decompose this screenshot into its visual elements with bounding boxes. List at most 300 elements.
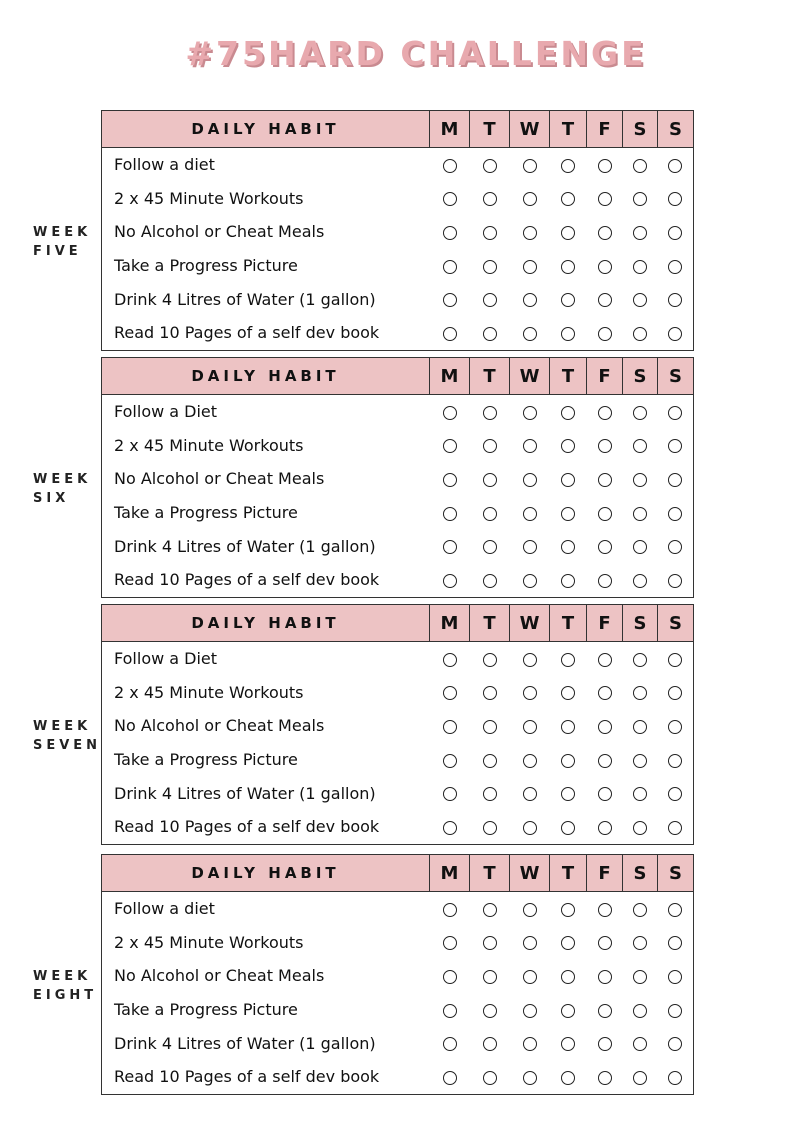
habit-checkbox[interactable] <box>598 720 612 734</box>
habit-checkbox[interactable] <box>483 574 497 588</box>
habit-checkbox[interactable] <box>483 821 497 835</box>
habit-checkbox[interactable] <box>561 507 575 521</box>
habit-checkbox[interactable] <box>483 903 497 917</box>
habit-checkbox[interactable] <box>523 936 537 950</box>
habit-checkbox[interactable] <box>668 1037 682 1051</box>
day-check-cell <box>658 926 694 960</box>
habit-checkbox[interactable] <box>633 260 647 274</box>
day-check-cell <box>510 429 550 463</box>
habit-checkbox[interactable] <box>598 293 612 307</box>
day-check-cell <box>623 676 658 710</box>
habit-checkbox[interactable] <box>523 226 537 240</box>
day-check-cell <box>510 743 550 777</box>
day-check-cell <box>587 776 623 810</box>
day-check-cell <box>587 462 623 496</box>
habit-checkbox[interactable] <box>443 327 457 341</box>
day-check-cell <box>470 926 510 960</box>
habit-checkbox[interactable] <box>523 327 537 341</box>
day-check-cell <box>430 215 470 249</box>
habit-checkbox[interactable] <box>633 1071 647 1085</box>
day-check-cell <box>550 529 587 563</box>
habit-checkbox[interactable] <box>483 936 497 950</box>
habit-checkbox[interactable] <box>561 574 575 588</box>
day-check-cell <box>470 959 510 993</box>
habit-checkbox[interactable] <box>443 903 457 917</box>
habit-checkbox[interactable] <box>668 473 682 487</box>
day-header: F <box>587 855 623 892</box>
day-check-cell <box>587 959 623 993</box>
habit-checkbox[interactable] <box>633 936 647 950</box>
habit-checkbox[interactable] <box>483 159 497 173</box>
habit-row <box>102 810 694 844</box>
habit-checkbox[interactable] <box>598 653 612 667</box>
habit-checkbox[interactable] <box>561 936 575 950</box>
habit-checkbox[interactable] <box>561 1037 575 1051</box>
day-check-cell <box>658 993 694 1027</box>
habit-checkbox[interactable] <box>523 653 537 667</box>
habit-checkbox[interactable] <box>633 1037 647 1051</box>
habit-checkbox[interactable] <box>561 720 575 734</box>
habit-name: Drink 4 Litres of Water (1 gallon) <box>114 536 376 556</box>
day-check-cell <box>510 316 550 350</box>
habit-checkbox[interactable] <box>598 439 612 453</box>
day-check-cell <box>623 810 658 844</box>
day-check-cell <box>510 642 550 676</box>
habit-checkbox[interactable] <box>443 970 457 984</box>
habit-checkbox[interactable] <box>598 260 612 274</box>
habit-checkbox[interactable] <box>483 754 497 768</box>
habit-checkbox[interactable] <box>443 1071 457 1085</box>
day-check-cell <box>587 642 623 676</box>
habit-checkbox[interactable] <box>633 293 647 307</box>
habit-row <box>102 316 694 350</box>
habit-checkbox[interactable] <box>633 540 647 554</box>
day-check-cell <box>470 709 510 743</box>
day-check-cell <box>550 709 587 743</box>
habit-checkbox[interactable] <box>483 507 497 521</box>
day-check-cell <box>470 743 510 777</box>
day-check-cell <box>587 563 623 597</box>
habit-checkbox[interactable] <box>633 1004 647 1018</box>
day-check-cell <box>587 529 623 563</box>
day-header: S <box>658 605 694 642</box>
habit-name: Take a Progress Picture <box>114 750 298 770</box>
day-check-cell <box>623 1060 658 1094</box>
habit-checkbox[interactable] <box>443 540 457 554</box>
day-check-cell <box>623 529 658 563</box>
day-check-cell <box>510 926 550 960</box>
habit-row <box>102 1060 694 1094</box>
habit-checkbox[interactable] <box>523 574 537 588</box>
habit-row <box>102 496 694 530</box>
habit-checkbox[interactable] <box>443 507 457 521</box>
day-check-cell <box>510 496 550 530</box>
habit-checkbox[interactable] <box>598 936 612 950</box>
day-check-cell <box>550 743 587 777</box>
habit-checkbox[interactable] <box>523 787 537 801</box>
day-check-cell <box>550 676 587 710</box>
day-check-cell <box>510 462 550 496</box>
day-check-cell <box>550 282 587 316</box>
habit-checkbox[interactable] <box>523 821 537 835</box>
habit-checkbox[interactable] <box>483 473 497 487</box>
day-check-cell <box>658 282 694 316</box>
habit-checkbox[interactable] <box>668 686 682 700</box>
habit-checkbox[interactable] <box>523 903 537 917</box>
habit-checkbox[interactable] <box>633 787 647 801</box>
habit-checkbox[interactable] <box>561 226 575 240</box>
day-header: F <box>587 358 623 395</box>
habit-checkbox[interactable] <box>561 1071 575 1085</box>
day-check-cell <box>430 496 470 530</box>
day-check-cell <box>510 1060 550 1094</box>
habit-checkbox[interactable] <box>561 159 575 173</box>
habit-checkbox[interactable] <box>523 293 537 307</box>
habit-checkbox[interactable] <box>668 192 682 206</box>
day-check-cell <box>470 182 510 216</box>
week-label <box>33 470 103 508</box>
day-check-cell <box>587 496 623 530</box>
habit-checkbox[interactable] <box>523 540 537 554</box>
habit-checkbox[interactable] <box>668 327 682 341</box>
daily-habit-header: DAILY HABIT <box>102 855 430 892</box>
day-check-cell <box>658 1060 694 1094</box>
day-check-cell <box>470 282 510 316</box>
habit-checkbox[interactable] <box>561 754 575 768</box>
habit-row <box>102 1026 694 1060</box>
day-check-cell <box>430 709 470 743</box>
habit-checkbox[interactable] <box>598 686 612 700</box>
page-title: #75HARD CHALLENGE <box>185 34 647 73</box>
habit-checkbox[interactable] <box>598 540 612 554</box>
habit-checkbox[interactable] <box>443 439 457 453</box>
habit-checkbox[interactable] <box>668 970 682 984</box>
habit-name: Drink 4 Litres of Water (1 gallon) <box>114 1033 376 1053</box>
habit-checkbox[interactable] <box>561 260 575 274</box>
day-check-cell <box>510 395 550 429</box>
day-header: T <box>550 605 587 642</box>
day-check-cell <box>587 282 623 316</box>
day-check-cell <box>470 1060 510 1094</box>
day-check-cell <box>470 462 510 496</box>
habit-checkbox[interactable] <box>633 754 647 768</box>
habit-checkbox[interactable] <box>443 226 457 240</box>
habit-checkbox[interactable] <box>598 903 612 917</box>
daily-habit-header: DAILY HABIT <box>102 605 430 642</box>
habit-checkbox[interactable] <box>443 260 457 274</box>
habit-checkbox[interactable] <box>443 192 457 206</box>
day-check-cell <box>430 926 470 960</box>
habit-checkbox[interactable] <box>668 159 682 173</box>
day-check-cell <box>658 709 694 743</box>
habit-checkbox[interactable] <box>443 1037 457 1051</box>
habit-checkbox[interactable] <box>598 473 612 487</box>
day-check-cell <box>550 182 587 216</box>
day-check-cell <box>587 249 623 283</box>
day-check-cell <box>510 148 550 182</box>
habit-checkbox[interactable] <box>443 720 457 734</box>
day-check-cell <box>470 148 510 182</box>
day-check-cell <box>510 563 550 597</box>
habit-checkbox[interactable] <box>668 903 682 917</box>
habit-checkbox[interactable] <box>668 507 682 521</box>
habit-checkbox[interactable] <box>668 754 682 768</box>
habit-checkbox[interactable] <box>523 260 537 274</box>
day-check-cell <box>550 249 587 283</box>
day-header: S <box>623 855 658 892</box>
habit-checkbox[interactable] <box>633 159 647 173</box>
habit-checkbox[interactable] <box>483 439 497 453</box>
habit-checkbox[interactable] <box>668 226 682 240</box>
habit-checkbox[interactable] <box>523 1071 537 1085</box>
habit-row <box>102 743 694 777</box>
habit-checkbox[interactable] <box>523 439 537 453</box>
day-check-cell <box>658 959 694 993</box>
day-check-cell <box>470 776 510 810</box>
day-check-cell <box>430 395 470 429</box>
habit-checkbox[interactable] <box>598 406 612 420</box>
habit-checkbox[interactable] <box>443 574 457 588</box>
habit-row <box>102 282 694 316</box>
habit-checkbox[interactable] <box>561 540 575 554</box>
habit-checkbox[interactable] <box>443 653 457 667</box>
day-check-cell <box>623 993 658 1027</box>
week-label-line1: WEEK <box>33 719 92 734</box>
day-header: M <box>430 111 470 148</box>
habit-checkbox[interactable] <box>561 787 575 801</box>
day-check-cell <box>587 892 623 926</box>
habit-name: Drink 4 Litres of Water (1 gallon) <box>114 289 376 309</box>
habit-checkbox[interactable] <box>598 1071 612 1085</box>
habit-checkbox[interactable] <box>523 720 537 734</box>
day-check-cell <box>430 529 470 563</box>
day-check-cell <box>430 316 470 350</box>
habit-checkbox[interactable] <box>633 720 647 734</box>
habit-checkbox[interactable] <box>523 686 537 700</box>
day-check-cell <box>430 148 470 182</box>
day-check-cell <box>510 1026 550 1060</box>
day-header: M <box>430 358 470 395</box>
day-check-cell <box>510 282 550 316</box>
habit-checkbox[interactable] <box>561 686 575 700</box>
habit-checkbox[interactable] <box>633 903 647 917</box>
day-header: M <box>430 855 470 892</box>
day-check-cell <box>550 776 587 810</box>
habit-checkbox[interactable] <box>668 787 682 801</box>
habit-checkbox[interactable] <box>561 1004 575 1018</box>
day-header: S <box>658 358 694 395</box>
habit-checkbox[interactable] <box>561 327 575 341</box>
habit-checkbox[interactable] <box>598 574 612 588</box>
habit-checkbox[interactable] <box>483 1037 497 1051</box>
habit-row <box>102 182 694 216</box>
day-check-cell <box>587 709 623 743</box>
habit-checkbox[interactable] <box>523 159 537 173</box>
habit-name: 2 x 45 Minute Workouts <box>114 435 304 455</box>
day-check-cell <box>658 316 694 350</box>
habit-checkbox[interactable] <box>443 821 457 835</box>
habit-checkbox[interactable] <box>523 754 537 768</box>
day-check-cell <box>430 429 470 463</box>
habit-row <box>102 462 694 496</box>
day-check-cell <box>587 993 623 1027</box>
habit-row <box>102 249 694 283</box>
habit-checkbox[interactable] <box>668 406 682 420</box>
habit-checkbox[interactable] <box>668 1004 682 1018</box>
habit-checkbox[interactable] <box>443 754 457 768</box>
habit-checkbox[interactable] <box>598 970 612 984</box>
habit-checkbox[interactable] <box>668 293 682 307</box>
day-check-cell <box>623 496 658 530</box>
habit-checkbox[interactable] <box>633 574 647 588</box>
habit-checkbox[interactable] <box>668 540 682 554</box>
day-check-cell <box>658 676 694 710</box>
habit-row <box>102 642 694 676</box>
habit-checkbox[interactable] <box>483 540 497 554</box>
habit-checkbox[interactable] <box>561 293 575 307</box>
habit-checkbox[interactable] <box>483 1071 497 1085</box>
day-check-cell <box>623 642 658 676</box>
habit-checkbox[interactable] <box>633 970 647 984</box>
habit-checkbox[interactable] <box>523 473 537 487</box>
day-check-cell <box>658 148 694 182</box>
habit-checkbox[interactable] <box>561 821 575 835</box>
habit-checkbox[interactable] <box>483 260 497 274</box>
habit-checkbox[interactable] <box>633 821 647 835</box>
habit-checkbox[interactable] <box>668 653 682 667</box>
day-check-cell <box>623 429 658 463</box>
habit-checkbox[interactable] <box>598 226 612 240</box>
day-header: T <box>470 605 510 642</box>
habit-checkbox[interactable] <box>598 1037 612 1051</box>
habit-checkbox[interactable] <box>668 439 682 453</box>
habit-checkbox[interactable] <box>443 293 457 307</box>
habit-checkbox[interactable] <box>483 293 497 307</box>
habit-checkbox[interactable] <box>523 192 537 206</box>
habit-checkbox[interactable] <box>443 686 457 700</box>
habit-checkbox[interactable] <box>523 1037 537 1051</box>
day-check-cell <box>510 810 550 844</box>
habit-checkbox[interactable] <box>598 327 612 341</box>
habit-checkbox[interactable] <box>483 653 497 667</box>
day-check-cell <box>658 892 694 926</box>
habit-checkbox[interactable] <box>633 226 647 240</box>
habit-checkbox[interactable] <box>483 720 497 734</box>
day-check-cell <box>430 249 470 283</box>
day-check-cell <box>550 1060 587 1094</box>
habit-checkbox[interactable] <box>443 1004 457 1018</box>
habit-checkbox[interactable] <box>633 653 647 667</box>
day-check-cell <box>510 529 550 563</box>
habit-checkbox[interactable] <box>561 406 575 420</box>
habit-checkbox[interactable] <box>668 1071 682 1085</box>
habit-checkbox[interactable] <box>561 970 575 984</box>
habit-row <box>102 529 694 563</box>
habit-checkbox[interactable] <box>598 507 612 521</box>
habit-checkbox[interactable] <box>668 936 682 950</box>
habit-checkbox[interactable] <box>483 686 497 700</box>
habit-name: Follow a Diet <box>114 649 218 669</box>
habit-name: No Alcohol or Cheat Meals <box>114 469 325 489</box>
habit-checkbox[interactable] <box>598 787 612 801</box>
habit-checkbox[interactable] <box>598 754 612 768</box>
day-check-cell <box>470 563 510 597</box>
habit-checkbox[interactable] <box>668 821 682 835</box>
habit-checkbox[interactable] <box>483 970 497 984</box>
habit-checkbox[interactable] <box>523 406 537 420</box>
habit-checkbox[interactable] <box>483 787 497 801</box>
habit-checkbox[interactable] <box>668 260 682 274</box>
habit-checkbox[interactable] <box>633 686 647 700</box>
habit-checkbox[interactable] <box>633 473 647 487</box>
habit-checkbox[interactable] <box>668 574 682 588</box>
day-check-cell <box>470 676 510 710</box>
day-check-cell <box>658 810 694 844</box>
habit-checkbox[interactable] <box>483 406 497 420</box>
habit-checkbox[interactable] <box>561 653 575 667</box>
day-header: S <box>623 111 658 148</box>
day-check-cell <box>587 1026 623 1060</box>
habit-checkbox[interactable] <box>483 192 497 206</box>
habit-checkbox[interactable] <box>443 473 457 487</box>
day-check-cell <box>510 892 550 926</box>
week-label <box>33 967 103 1005</box>
habit-checkbox[interactable] <box>523 970 537 984</box>
day-check-cell <box>587 676 623 710</box>
day-check-cell <box>430 563 470 597</box>
day-check-cell <box>510 215 550 249</box>
day-header: T <box>470 111 510 148</box>
habit-checkbox[interactable] <box>633 327 647 341</box>
habit-name: Follow a diet <box>114 155 215 175</box>
habit-checkbox[interactable] <box>598 159 612 173</box>
habit-checkbox[interactable] <box>523 507 537 521</box>
habit-checkbox[interactable] <box>561 903 575 917</box>
habit-checkbox[interactable] <box>598 192 612 206</box>
habit-checkbox[interactable] <box>483 327 497 341</box>
day-check-cell <box>470 1026 510 1060</box>
habit-checkbox[interactable] <box>633 192 647 206</box>
habit-checkbox[interactable] <box>668 720 682 734</box>
habit-checkbox[interactable] <box>598 821 612 835</box>
day-check-cell <box>623 892 658 926</box>
habit-checkbox[interactable] <box>483 226 497 240</box>
week-label <box>33 223 103 261</box>
day-header: T <box>470 358 510 395</box>
habit-checkbox[interactable] <box>633 507 647 521</box>
habit-checkbox[interactable] <box>561 439 575 453</box>
habit-checkbox[interactable] <box>483 1004 497 1018</box>
habit-checkbox[interactable] <box>598 1004 612 1018</box>
habit-checkbox[interactable] <box>561 192 575 206</box>
habit-checkbox[interactable] <box>443 406 457 420</box>
day-check-cell <box>430 1026 470 1060</box>
habit-checkbox[interactable] <box>523 1004 537 1018</box>
day-check-cell <box>658 1026 694 1060</box>
habit-name: Follow a Diet <box>114 402 218 422</box>
habit-checkbox[interactable] <box>561 473 575 487</box>
habit-checkbox[interactable] <box>633 406 647 420</box>
day-check-cell <box>587 316 623 350</box>
day-check-cell <box>587 1060 623 1094</box>
habit-checkbox[interactable] <box>443 159 457 173</box>
habit-checkbox[interactable] <box>443 787 457 801</box>
habit-checkbox[interactable] <box>633 439 647 453</box>
day-check-cell <box>623 959 658 993</box>
habit-row <box>102 563 694 597</box>
habit-checkbox[interactable] <box>443 936 457 950</box>
day-check-cell <box>550 395 587 429</box>
